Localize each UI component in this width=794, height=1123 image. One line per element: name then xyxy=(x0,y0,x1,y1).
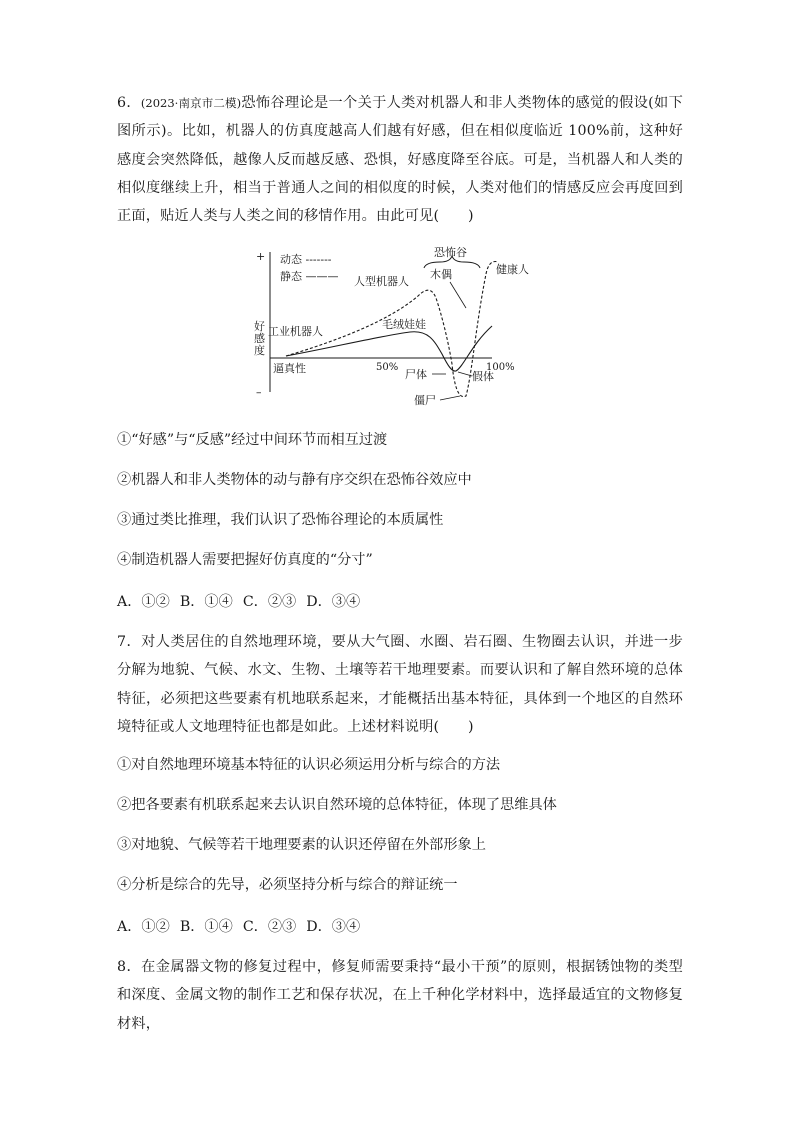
question-7-choice-b: B．①④ xyxy=(179,919,233,935)
question-7-option-3: ③对地貌、气候等若干地理要素的认识还停留在外部形象上 xyxy=(117,837,486,853)
label-industrial-robot: 工业机器人 xyxy=(268,325,323,338)
question-7-option-1: ①对自然地理环境基本特征的认识必须运用分析与综合的方法 xyxy=(117,757,501,773)
label-healthy-person: 健康人 xyxy=(496,263,529,276)
uncanny-valley-chart xyxy=(250,244,530,412)
tick-50: 50% xyxy=(376,362,399,373)
label-zombie: 僵尸 xyxy=(414,394,436,407)
y-plus-sign: + xyxy=(256,250,266,263)
tick-100: 100% xyxy=(486,362,515,373)
question-6-source: (2023·南京市二模) xyxy=(140,96,242,110)
question-6-number: 6． xyxy=(117,95,141,111)
prosthetic-pointer xyxy=(458,372,472,376)
question-7-stem xyxy=(117,628,683,741)
question-6-option-4: ④制造机器人需要把握好仿真度的“分寸” xyxy=(117,552,373,568)
question-6-option-1: ①“好感”与“反感”经过中间环节而相互过渡 xyxy=(117,432,388,448)
puppet-pointer xyxy=(450,282,466,308)
y-label-char-3: 度 xyxy=(254,344,265,357)
question-8-number: 8． xyxy=(117,959,142,975)
legend-dynamic: 动态 ------- xyxy=(280,253,332,266)
label-plush-toy: 毛绒娃娃 xyxy=(382,318,426,331)
question-7-choice-d: D．③④ xyxy=(306,919,361,935)
question-6-choice-b: B．①④ xyxy=(179,594,233,610)
zombie-pointer xyxy=(440,396,460,400)
question-8-text: 在金属器文物的修复过程中，修复师需要秉持“最小干预”的原则，根据锈蚀物的类型和深度、金属文物的制作工艺和保存状况，在上千种化学材料中，选择最适宜的文物修复材料， xyxy=(117,959,683,1032)
x-axis-label: 逼真性 xyxy=(273,362,306,375)
question-6-choices xyxy=(117,592,683,612)
label-puppet: 木偶 xyxy=(430,268,452,281)
question-6-stem xyxy=(117,89,683,230)
uncanny-valley-label: 恐怖谷 xyxy=(434,246,467,259)
question-6-option-2: ②机器人和非人类物体的动与静有序交织在恐怖谷效应中 xyxy=(117,472,472,488)
question-6-text: 恐怖谷理论是一个关于人类对机器人和非人类物体的感觉的假设(如下图所示)。比如，机器人的仿真度越高人们越有好感，但在相似度临近 100%前，这种好感度会突然降低，越像人反而越反感、恐惧，好感度降至谷底。可是，当机器人和人类的相似度继续上升，相当于普通人之间的相似度的时候，人类对他们的情感反应会再度回到正面，贴近人类与人类之间的移情作用。由此可见( ) xyxy=(117,95,683,225)
question-8-stem xyxy=(117,953,683,1038)
question-7-number: 7． xyxy=(117,634,142,650)
question-6-choice-a: A．①② xyxy=(117,594,170,610)
legend-static: 静态 ——— xyxy=(280,270,339,283)
y-minus-sign: – xyxy=(256,386,262,399)
label-prosthetic: 假体 xyxy=(472,370,494,383)
question-7-option-4: ④分析是综合的先导，必须坚持分析与综合的辩证统一 xyxy=(117,877,458,893)
question-7-choice-c: C．②③ xyxy=(242,919,297,935)
question-7-choices xyxy=(117,917,683,937)
question-7-choice-a: A．①② xyxy=(117,919,170,935)
uncanny-valley-figure xyxy=(250,244,530,412)
question-6-choice-c: C．②③ xyxy=(242,594,297,610)
question-7-option-2: ②把各要素有机联系起来去认识自然环境的总体特征，体现了思维具体 xyxy=(117,797,557,813)
label-humanoid-robot: 人型机器人 xyxy=(354,275,409,288)
question-7-text: 对人类居住的自然地理环境，要从大气圈、水圈、岩石圈、生物圈去认识，并进一步分解为地貌、气候、水文、生物、土壤等若干地理要素。而要认识和了解自然环境的总体特征，必须把这些要素有机地联系起来，才能概括出基本特征，具体到一个地区的自然环境特征或人文地理特征也都是如此。上述材料说明( ) xyxy=(117,634,683,735)
label-corpse: 尸体 xyxy=(405,368,427,381)
y-label-char-1: 好 xyxy=(254,320,265,333)
question-6-option-3: ③通过类比推理，我们认识了恐怖谷理论的本质属性 xyxy=(117,512,444,528)
y-label-char-2: 感 xyxy=(254,332,265,345)
question-6-choice-d: D．③④ xyxy=(306,594,361,610)
